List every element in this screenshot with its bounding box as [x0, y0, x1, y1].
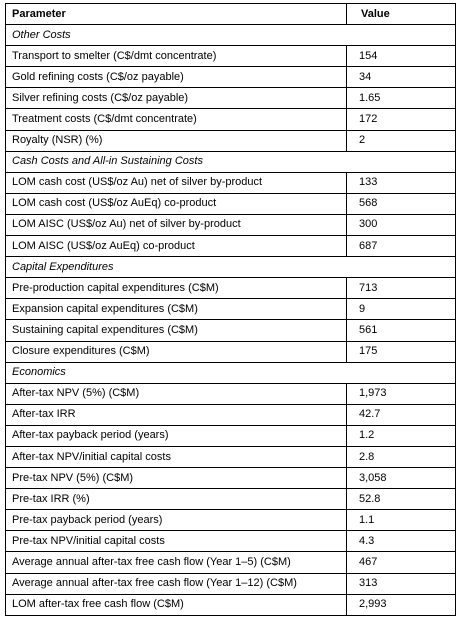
parameter-cell: After-tax NPV/initial capital costs	[6, 446, 347, 467]
section-row	[6, 257, 456, 278]
table-row	[6, 341, 456, 362]
value-cell: 4.3	[347, 531, 456, 552]
parameter-cell: Sustaining capital expenditures (C$M)	[6, 320, 347, 341]
parameter-cell: Gold refining costs (C$/oz payable)	[6, 67, 347, 88]
table-row	[6, 383, 456, 404]
value-cell: 9	[347, 299, 456, 320]
table-row	[6, 446, 456, 467]
value-cell: 687	[347, 236, 456, 257]
header-parameter: Parameter	[6, 4, 347, 25]
parameter-cell: Expansion capital expenditures (C$M)	[6, 299, 347, 320]
value-cell: 713	[347, 278, 456, 299]
table-row	[6, 404, 456, 425]
value-cell: 313	[347, 573, 456, 594]
table-row	[6, 46, 456, 67]
table-row	[6, 214, 456, 235]
section-row	[6, 362, 456, 383]
table-row	[6, 489, 456, 510]
value-cell: 3,058	[347, 468, 456, 489]
parameter-cell: LOM cash cost (US$/oz Au) net of silver by-product	[6, 172, 347, 193]
value-cell: 1.2	[347, 425, 456, 446]
parameter-cell: Royalty (NSR) (%)	[6, 130, 347, 151]
parameter-cell: Average annual after-tax free cash flow (Year 1–12) (C$M)	[6, 573, 347, 594]
value-cell: 2	[347, 130, 456, 151]
header-row	[6, 4, 456, 25]
table-row	[6, 88, 456, 109]
value-cell: 561	[347, 320, 456, 341]
table-row	[6, 594, 456, 615]
section-title: Other Costs	[6, 25, 456, 46]
value-cell: 133	[347, 172, 456, 193]
parameter-cell: Treatment costs (C$/dmt concentrate)	[6, 109, 347, 130]
parameter-cell: After-tax IRR	[6, 404, 347, 425]
section-title: Cash Costs and All-in Sustaining Costs	[6, 151, 456, 172]
value-cell: 568	[347, 193, 456, 214]
parameter-cell: Pre-tax payback period (years)	[6, 510, 347, 531]
table-row	[6, 573, 456, 594]
value-cell: 154	[347, 46, 456, 67]
parameter-cell: Average annual after-tax free cash flow (Year 1–5) (C$M)	[6, 552, 347, 573]
value-cell: 1,973	[347, 383, 456, 404]
parameter-cell: Pre-tax NPV/initial capital costs	[6, 531, 347, 552]
table-row	[6, 236, 456, 257]
parameter-cell: LOM AISC (US$/oz AuEq) co-product	[6, 236, 347, 257]
value-cell: 467	[347, 552, 456, 573]
section-title: Capital Expenditures	[6, 257, 456, 278]
table-row	[6, 510, 456, 531]
table-row	[6, 468, 456, 489]
parameter-cell: Closure expenditures (C$M)	[6, 341, 347, 362]
value-cell: 52.8	[347, 489, 456, 510]
section-row	[6, 25, 456, 46]
table-row	[6, 320, 456, 341]
value-cell: 34	[347, 67, 456, 88]
parameter-cell: Pre-production capital expenditures (C$M)	[6, 278, 347, 299]
value-cell: 2,993	[347, 594, 456, 615]
table-row	[6, 172, 456, 193]
parameter-cell: Silver refining costs (C$/oz payable)	[6, 88, 347, 109]
table-row	[6, 531, 456, 552]
parameter-cell: LOM after-tax free cash flow (C$M)	[6, 594, 347, 615]
section-row	[6, 151, 456, 172]
value-cell: 300	[347, 214, 456, 235]
value-cell: 1.1	[347, 510, 456, 531]
table-row	[6, 278, 456, 299]
header-value: Value	[347, 4, 456, 25]
value-cell: 1.65	[347, 88, 456, 109]
section-title: Economics	[6, 362, 456, 383]
value-cell: 175	[347, 341, 456, 362]
table-row	[6, 193, 456, 214]
value-cell: 42.7	[347, 404, 456, 425]
table-row	[6, 130, 456, 151]
parameter-cell: LOM cash cost (US$/oz AuEq) co-product	[6, 193, 347, 214]
parameter-cell: LOM AISC (US$/oz Au) net of silver by-product	[6, 214, 347, 235]
parameter-cell: After-tax payback period (years)	[6, 425, 347, 446]
table-row	[6, 425, 456, 446]
table-row	[6, 299, 456, 320]
parameter-cell: Pre-tax IRR (%)	[6, 489, 347, 510]
table-row	[6, 109, 456, 130]
parameter-cell: After-tax NPV (5%) (C$M)	[6, 383, 347, 404]
table-body	[6, 25, 456, 616]
table-row	[6, 67, 456, 88]
table-header	[6, 4, 456, 25]
parameter-cell: Transport to smelter (C$/dmt concentrate)	[6, 46, 347, 67]
table-row	[6, 552, 456, 573]
value-cell: 172	[347, 109, 456, 130]
value-cell: 2.8	[347, 446, 456, 467]
parameters-table	[5, 3, 456, 616]
parameter-cell: Pre-tax NPV (5%) (C$M)	[6, 468, 347, 489]
